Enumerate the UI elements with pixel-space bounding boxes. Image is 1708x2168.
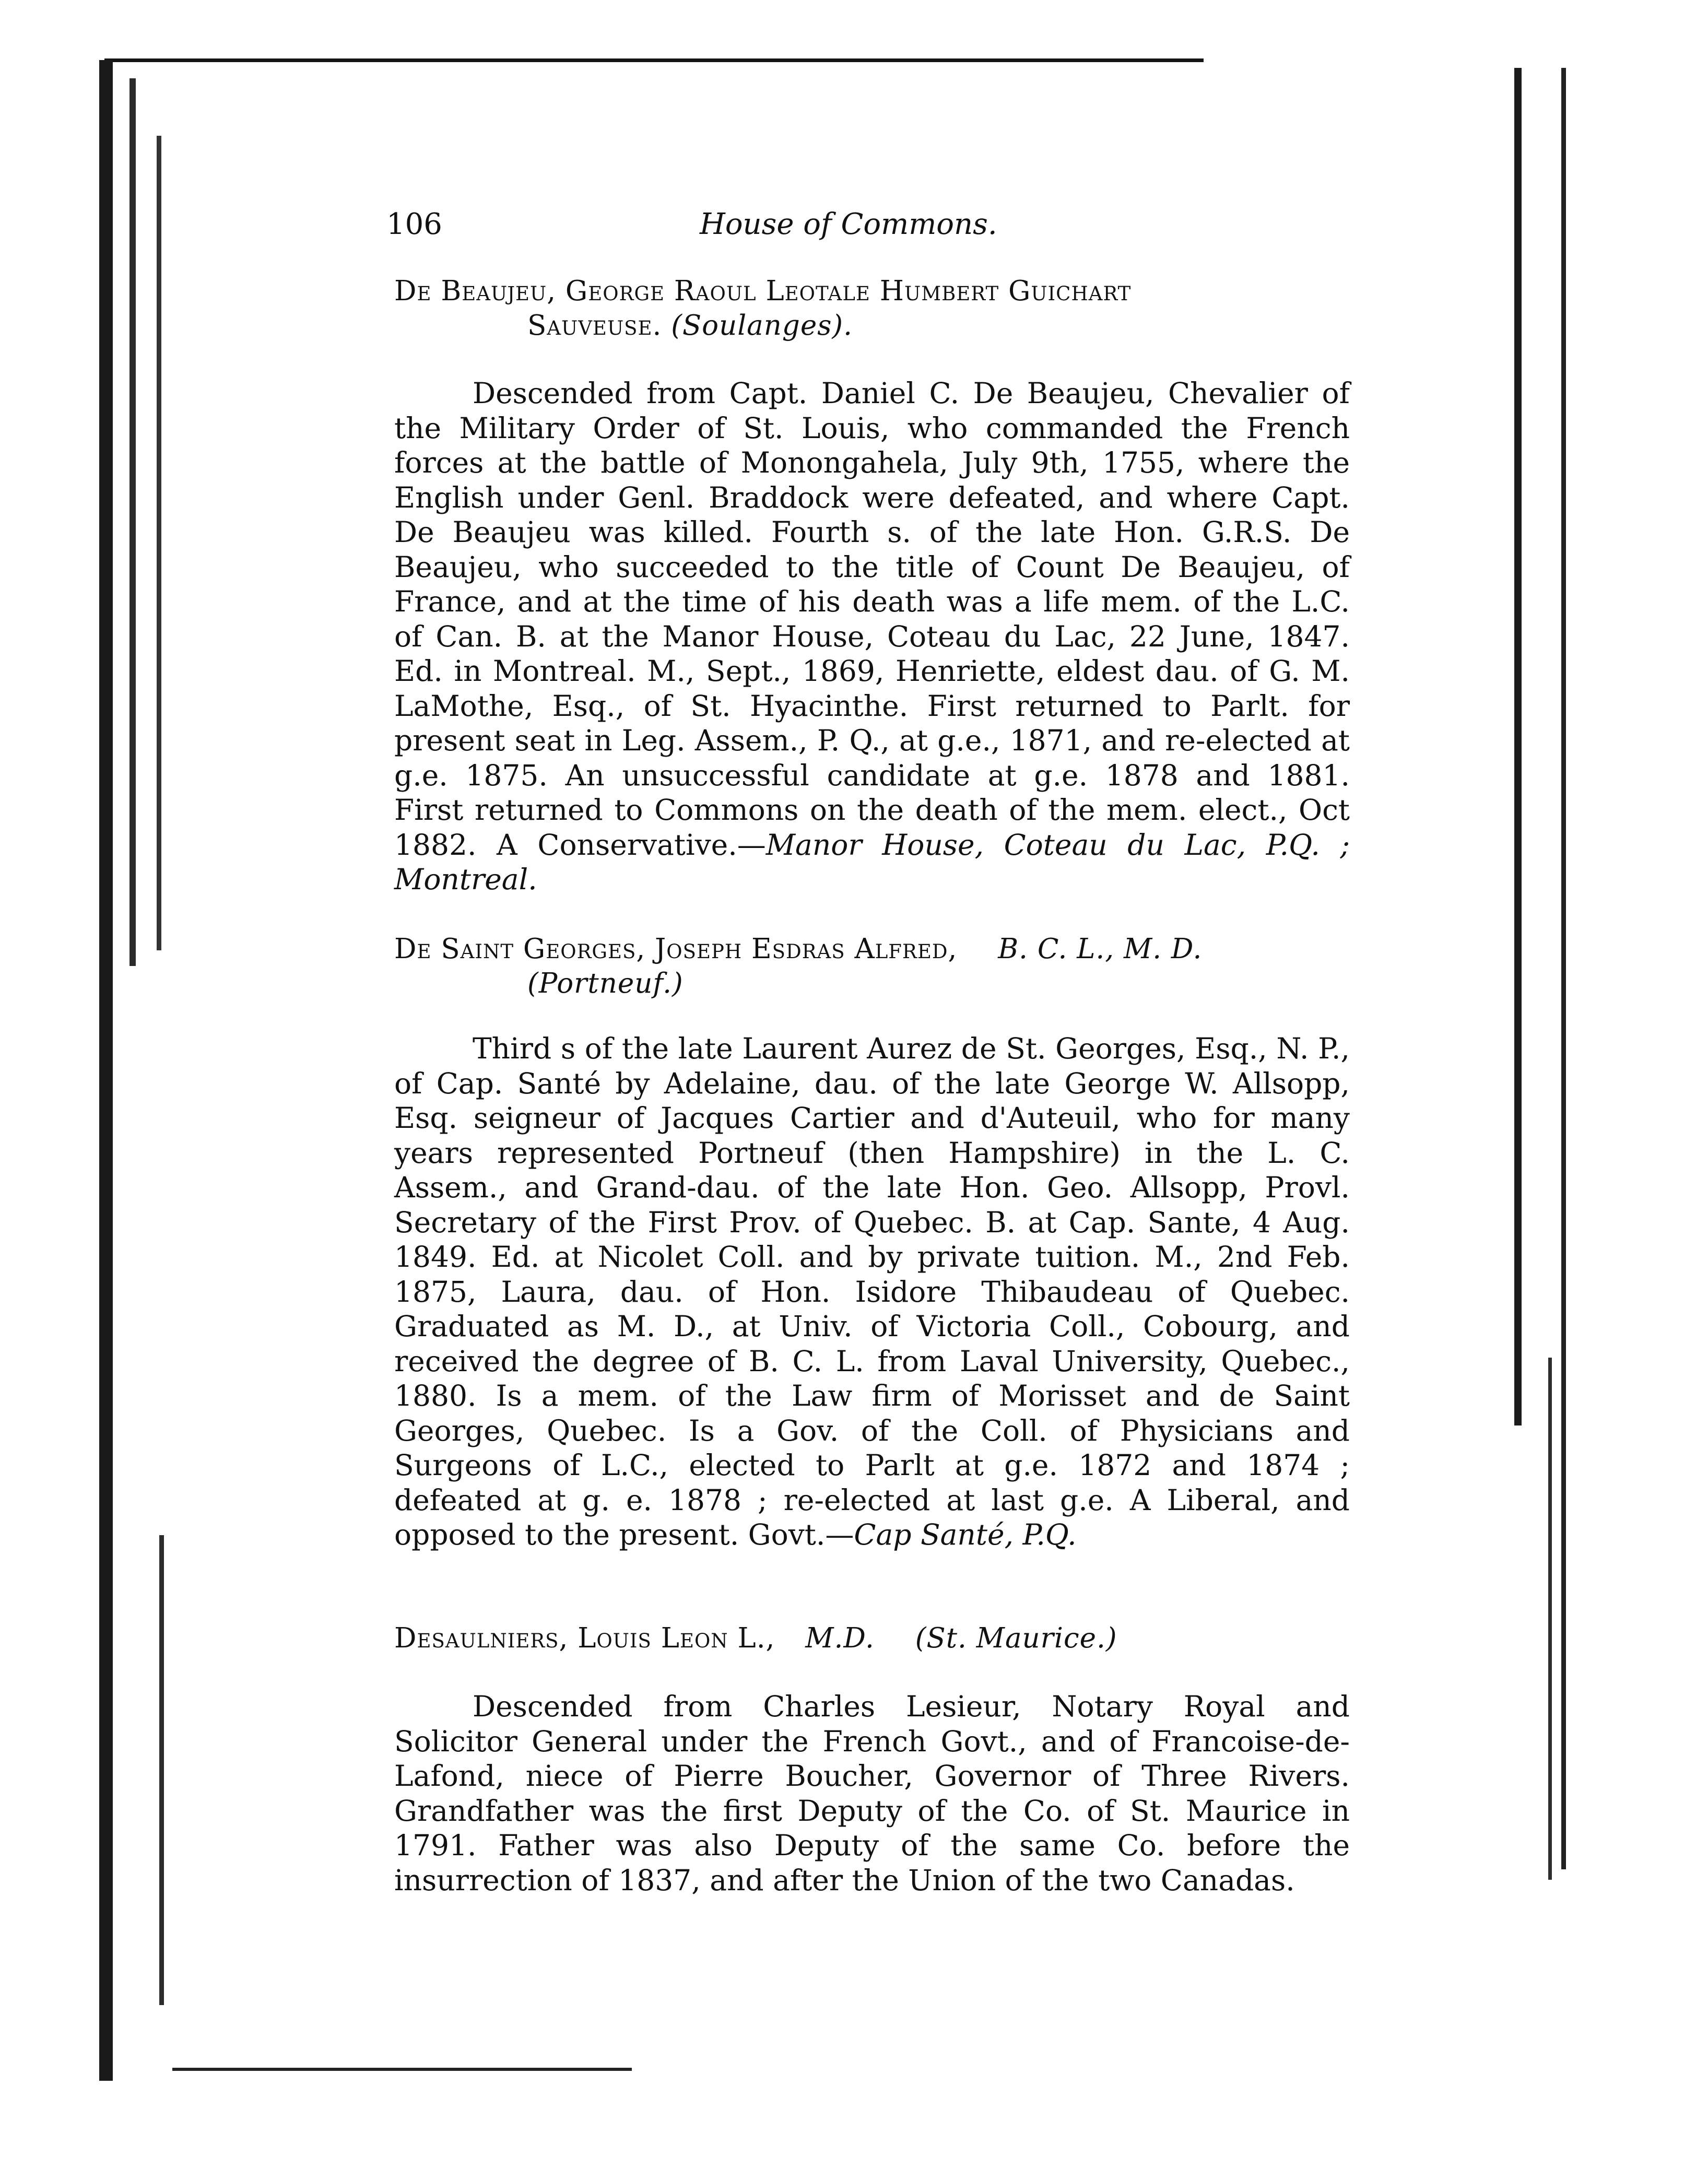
entry-heading-de-saint-georges [394, 932, 1350, 1001]
bottom-rule [172, 2068, 632, 2071]
binding-edge-left-inner [129, 78, 136, 966]
riding: (Portneuf.) [527, 968, 684, 999]
biography-text: Descended from Capt. Daniel C. De Beaujeu, Chevalier of the Military Order of St. Louis, who commanded the French forces at the battle of Monongahela, July 9th, 1755, where the English under Genl. Braddock were defeated, and where Capt. De Beaujeu was killed. Fourth s. of the late Hon. G.R.S. De Beaujeu, who succeeded to the title of Count De Beaujeu, of France, and at the time of his death was a life mem. of the L.C. of Can. B. at the Manor House, Coteau du Lac, 22 June, 1847. Ed. in Montreal. M., Sept., 1869, Henriette, eldest dau. of G. M. LaMothe, Esq., of St. Hyacinthe. First returned to Parlt. for present seat in Leg. Assem., P. Q., at g.e., 1871, and re-elected at g.e. 1875. An unsuccessful candidate at g.e. 1878 and 1881. First returned to Commons on the death of the mem. elect., Oct 1882. A Conservative.— [394, 376, 1350, 862]
riding: (Soulanges). [671, 310, 853, 341]
entry-body-de-saint-georges [394, 1031, 1350, 1552]
riding: (St. Maurice.) [915, 1622, 1117, 1654]
binding-edge-right [1514, 68, 1522, 1425]
entry-body-desaulniers [394, 1689, 1350, 1898]
member-name: De Beaujeu, George Raoul Leotale Humbert Guichart [394, 275, 1132, 307]
address: Manor House, Coteau du Lac, P.Q. ; Montreal. [394, 828, 1350, 896]
degree: B. C. L., M. D. [998, 933, 1203, 965]
entry-body-de-beaujeu [394, 376, 1350, 897]
member-name: Desaulniers, Louis Leon L., [394, 1622, 775, 1654]
running-title: House of Commons. [700, 207, 997, 241]
member-name-cont: Sauveuse. [527, 310, 662, 341]
page-number: 106 [386, 207, 442, 241]
degree: M.D. [805, 1622, 875, 1654]
biography-text: Descended from Charles Lesieur, Notary Royal and Solicitor General under the French Govt., and of Francoise-de-Lafond, niece of Pierre Boucher, Governor of Three Rivers. Grandfather was the first Deputy of the Co. of St. Maurice in 1791. Father was also Deputy of the same Co. before the insurrection of 1837, and after the Union of the two Canadas. [394, 1690, 1350, 1897]
entry-heading-de-beaujeu [394, 274, 1350, 343]
biography-text: Third s of the late Laurent Aurez de St. Georges, Esq., N. P., of Cap. Santé by Adelaine, dau. of the late George W. Allsopp, Esq. seigneur of Jacques Cartier and d'Auteuil, who for many years represented Portneuf (then Hampshire) in the L. C. Assem., and Grand-dau. of the late Hon. Geo. Allsopp, Provl. Secretary of the First Prov. of Quebec. B. at Cap. Sante, 4 Aug. 1849. Ed. at Nicolet Coll. and by private tuition. M., 2nd Feb. 1875, Laura, dau. of Hon. Isidore Thibaudeau of Quebec. Graduated as M. D., at Univ. of Victoria Coll., Cobourg, and received the degree of B. C. L. from Laval University, Quebec., 1880. Is a mem. of the Law firm of Morisset and de Saint Georges, Quebec. Is a Gov. of the Coll. of Physicians and Surgeons of L.C., elected to Parlt at g.e. 1872 and 1874 ; defeated at g. e. 1878 ; re-elected at last g.e. A Liberal, and opposed to the present. Govt.— [394, 1032, 1350, 1551]
binding-edge-left [99, 60, 113, 2081]
binding-edge-left-line [157, 136, 161, 950]
binding-edge-right-lower [1548, 1358, 1552, 1880]
entry-heading-desaulniers [394, 1621, 1350, 1656]
top-rule [104, 58, 1204, 62]
binding-edge-right-outer [1561, 68, 1566, 1869]
member-name: De Saint Georges, Joseph Esdras Alfred, [394, 933, 958, 965]
address: Cap Santé, P.Q. [854, 1518, 1077, 1551]
binding-edge-left-lower [159, 1535, 164, 2005]
